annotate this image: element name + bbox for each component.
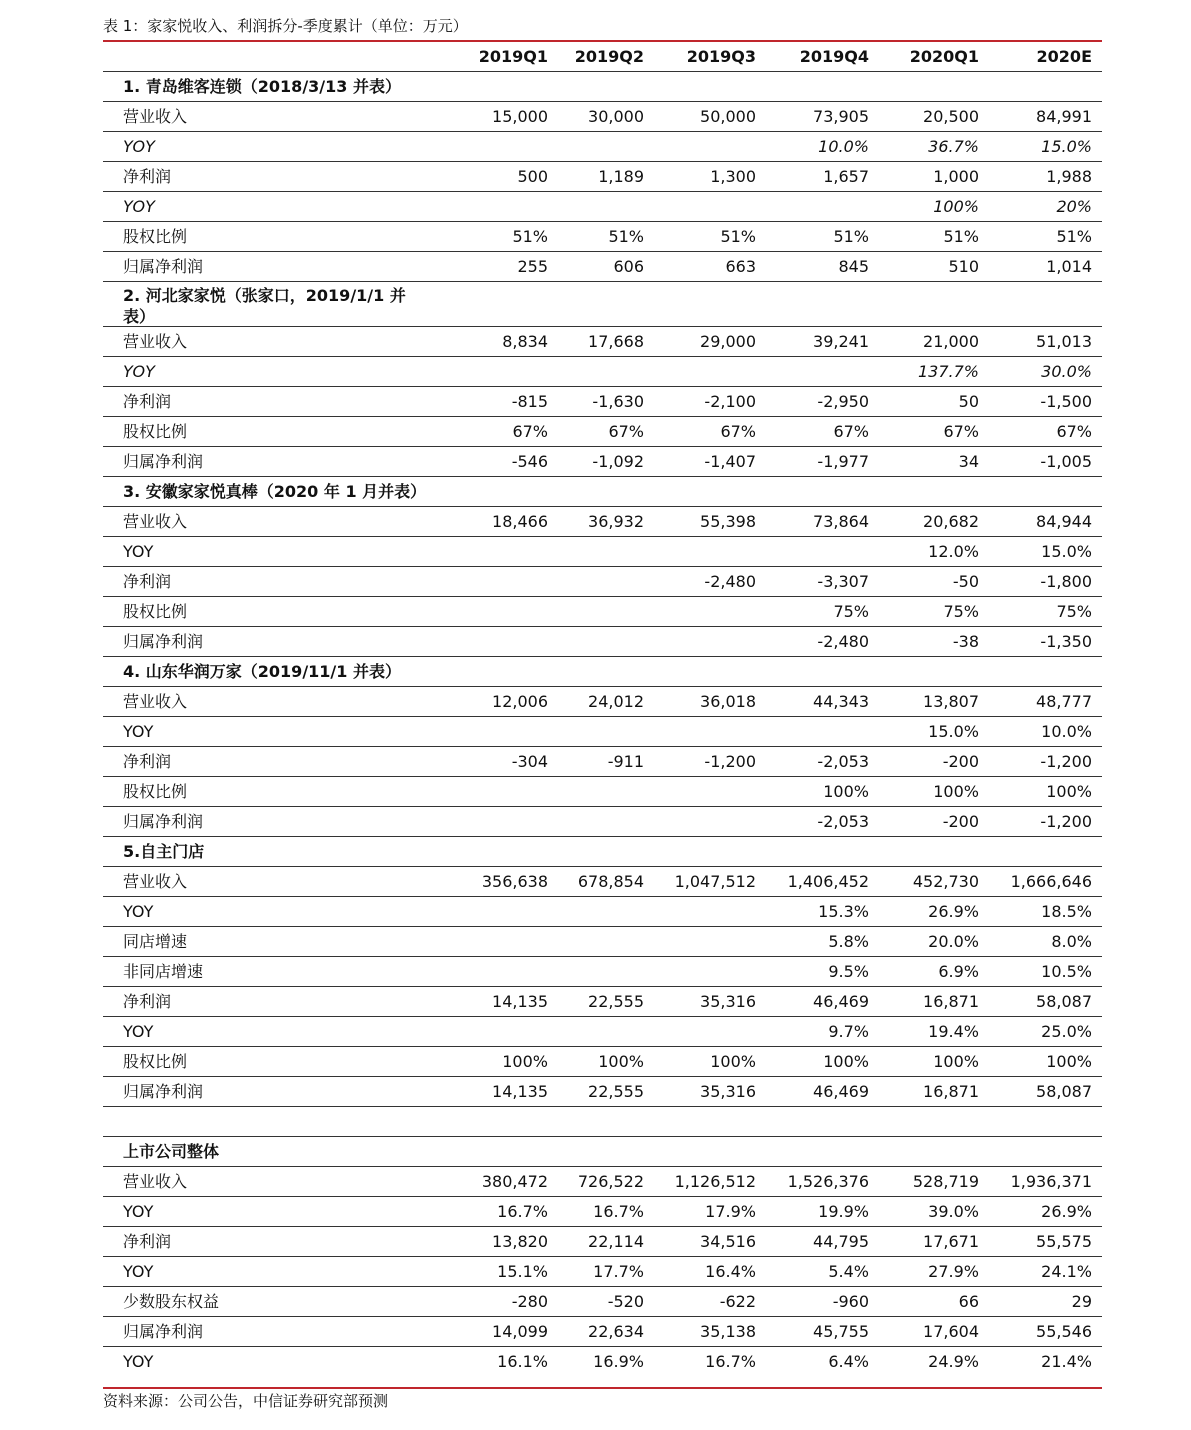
table-cell: 17.9% bbox=[705, 1202, 756, 1221]
table-cell: -280 bbox=[511, 1292, 548, 1311]
table-cell: 75% bbox=[833, 602, 869, 621]
table-cell: 67% bbox=[943, 422, 979, 441]
row-label: 上市公司整体 bbox=[123, 1142, 220, 1161]
table-cell: 39.0% bbox=[928, 1202, 979, 1221]
table-cell: 10.0% bbox=[1041, 722, 1092, 741]
table-cell: -2,480 bbox=[817, 632, 869, 651]
table-cell: 16.9% bbox=[593, 1352, 644, 1371]
table-cell: 22,555 bbox=[588, 1082, 644, 1101]
table-cell: -960 bbox=[832, 1292, 869, 1311]
table-row bbox=[103, 507, 1102, 537]
row-label: YOY bbox=[123, 1262, 154, 1281]
section-header-row bbox=[103, 657, 1102, 687]
table-row bbox=[103, 927, 1102, 957]
table-cell: 528,719 bbox=[912, 1172, 979, 1191]
table-cell: -2,053 bbox=[817, 752, 869, 771]
table-row bbox=[103, 357, 1102, 387]
table-cell: 84,991 bbox=[1036, 107, 1092, 126]
table-row bbox=[103, 1287, 1102, 1317]
table-row bbox=[103, 252, 1102, 282]
table-cell: 27.9% bbox=[928, 1262, 979, 1281]
table-cell: -50 bbox=[952, 572, 979, 591]
table-cell: 26.9% bbox=[928, 902, 979, 921]
table-cell: 16.7% bbox=[593, 1202, 644, 1221]
row-label: 净利润 bbox=[123, 752, 172, 771]
table-cell: 66 bbox=[958, 1292, 979, 1311]
row-label: 归属净利润 bbox=[123, 812, 204, 831]
table-cell: 100% bbox=[933, 782, 979, 801]
table-cell: 100% bbox=[933, 197, 979, 216]
table-cell: 24.1% bbox=[1041, 1262, 1092, 1281]
table-cell: 51% bbox=[512, 227, 548, 246]
table-cell: 55,398 bbox=[700, 512, 756, 531]
table-cell: 22,114 bbox=[588, 1232, 644, 1251]
table-cell: 9.7% bbox=[828, 1022, 869, 1041]
table-cell: 19.9% bbox=[818, 1202, 869, 1221]
table-cell: 18,466 bbox=[492, 512, 548, 531]
table-cell: 51% bbox=[833, 227, 869, 246]
table-row bbox=[103, 162, 1102, 192]
column-header: 2019Q1 bbox=[478, 47, 548, 66]
table-cell: 100% bbox=[1046, 1052, 1092, 1071]
table-cell: 36,018 bbox=[700, 692, 756, 711]
column-header: 2019Q4 bbox=[799, 47, 869, 66]
table-cell: 6.9% bbox=[938, 962, 979, 981]
table-cell: 46,469 bbox=[813, 992, 869, 1011]
column-header: 2019Q3 bbox=[686, 47, 756, 66]
table-row bbox=[103, 567, 1102, 597]
table-cell: 36.7% bbox=[928, 137, 979, 156]
section-header-row bbox=[103, 72, 1102, 102]
table-cell: 12,006 bbox=[492, 692, 548, 711]
table-cell: -1,092 bbox=[592, 452, 644, 471]
table-cell: 29 bbox=[1071, 1292, 1092, 1311]
table-row bbox=[103, 222, 1102, 252]
table-cell: 5.8% bbox=[828, 932, 869, 951]
table-cell: 500 bbox=[517, 167, 548, 186]
table-row bbox=[103, 102, 1102, 132]
table-cell: 255 bbox=[517, 257, 548, 276]
table-row bbox=[103, 1347, 1102, 1377]
table-cell: 100% bbox=[710, 1052, 756, 1071]
table-cell: -622 bbox=[719, 1292, 756, 1311]
column-header: 2020Q1 bbox=[909, 47, 979, 66]
table-cell: 67% bbox=[833, 422, 869, 441]
row-label: YOY bbox=[123, 137, 155, 156]
section-header-row bbox=[103, 282, 1102, 327]
table-row bbox=[103, 777, 1102, 807]
table-cell: 55,546 bbox=[1036, 1322, 1092, 1341]
table-cell: -2,100 bbox=[704, 392, 756, 411]
table-row bbox=[103, 1077, 1102, 1107]
table-row bbox=[103, 987, 1102, 1017]
table-cell: 24.9% bbox=[928, 1352, 979, 1371]
table-cell: 20.0% bbox=[928, 932, 979, 951]
row-label: 净利润 bbox=[123, 392, 172, 411]
table-cell: 51% bbox=[1056, 227, 1092, 246]
table-cell: 452,730 bbox=[912, 872, 979, 891]
table-cell: 1,000 bbox=[933, 167, 979, 186]
row-label: 股权比例 bbox=[123, 602, 188, 621]
row-label: 同店增速 bbox=[123, 932, 188, 951]
table-cell: 8.0% bbox=[1051, 932, 1092, 951]
table-cell: 678,854 bbox=[577, 872, 644, 891]
row-label: YOY bbox=[123, 197, 155, 216]
table-cell: 51,013 bbox=[1036, 332, 1092, 351]
table-cell: 29,000 bbox=[700, 332, 756, 351]
table-row bbox=[103, 687, 1102, 717]
table-cell: 1,014 bbox=[1046, 257, 1092, 276]
table-bottom-rule bbox=[103, 1387, 1102, 1389]
row-label: 净利润 bbox=[123, 572, 172, 591]
row-label: 非同店增速 bbox=[123, 962, 204, 981]
table-cell: 12.0% bbox=[928, 542, 979, 561]
column-header: 2019Q2 bbox=[574, 47, 644, 66]
source-note: 资料来源：公司公告，中信证券研究部预测 bbox=[103, 1392, 389, 1410]
row-label: 股权比例 bbox=[123, 782, 188, 801]
table-cell: 14,099 bbox=[492, 1322, 548, 1341]
table-cell: 67% bbox=[720, 422, 756, 441]
table-cell: 67% bbox=[1056, 422, 1092, 441]
row-label: 归属净利润 bbox=[123, 452, 204, 471]
row-label: YOY bbox=[123, 542, 154, 561]
row-label: YOY bbox=[123, 1202, 154, 1221]
table-cell: 22,555 bbox=[588, 992, 644, 1011]
table-cell: 19.4% bbox=[928, 1022, 979, 1041]
table-cell: -1,407 bbox=[704, 452, 756, 471]
table-cell: 15.0% bbox=[1041, 137, 1092, 156]
table-cell: 100% bbox=[823, 1052, 869, 1071]
table-cell: 21,000 bbox=[923, 332, 979, 351]
table-cell: -1,005 bbox=[1040, 452, 1092, 471]
table-cell: 58,087 bbox=[1036, 1082, 1092, 1101]
table-cell: 10.5% bbox=[1041, 962, 1092, 981]
row-label: 归属净利润 bbox=[123, 1082, 204, 1101]
table-cell: 9.5% bbox=[828, 962, 869, 981]
table-cell: 34,516 bbox=[700, 1232, 756, 1251]
table-row bbox=[103, 1047, 1102, 1077]
table-cell: 20,682 bbox=[923, 512, 979, 531]
table-cell: 39,241 bbox=[813, 332, 869, 351]
table-cell: 75% bbox=[1056, 602, 1092, 621]
table-cell: -38 bbox=[952, 632, 979, 651]
table-cell: -200 bbox=[942, 812, 979, 831]
table-cell: 8,834 bbox=[502, 332, 548, 351]
table-cell: 1,936,371 bbox=[1010, 1172, 1092, 1191]
table-cell: 20% bbox=[1056, 197, 1092, 216]
table-cell: 51% bbox=[720, 227, 756, 246]
table-row bbox=[103, 1017, 1102, 1047]
table-cell: -1,977 bbox=[817, 452, 869, 471]
table-cell: 44,343 bbox=[813, 692, 869, 711]
table-cell: 35,138 bbox=[700, 1322, 756, 1341]
table-cell: -546 bbox=[511, 452, 548, 471]
table-cell: 726,522 bbox=[577, 1172, 644, 1191]
table-cell: 30.0% bbox=[1041, 362, 1092, 381]
table-row bbox=[103, 867, 1102, 897]
table-cell: 17,671 bbox=[923, 1232, 979, 1251]
table-row bbox=[103, 132, 1102, 162]
row-label: YOY bbox=[123, 902, 154, 921]
table-cell: 5.4% bbox=[828, 1262, 869, 1281]
table-cell: 55,575 bbox=[1036, 1232, 1092, 1251]
table-cell: 50,000 bbox=[700, 107, 756, 126]
table-row bbox=[103, 537, 1102, 567]
table-cell: 35,316 bbox=[700, 992, 756, 1011]
table-cell: 51% bbox=[943, 227, 979, 246]
table-cell: -304 bbox=[511, 752, 548, 771]
table-cell: 46,469 bbox=[813, 1082, 869, 1101]
row-label: 5.自主门店 bbox=[123, 842, 205, 861]
table-row bbox=[103, 387, 1102, 417]
table-row bbox=[103, 897, 1102, 927]
row-label: 4. 山东华润万家（2019/11/1 并表） bbox=[123, 662, 401, 681]
table-cell: 606 bbox=[613, 257, 644, 276]
row-label: YOY bbox=[123, 1022, 154, 1041]
table-cell: 1,666,646 bbox=[1010, 872, 1092, 891]
table-cell: 663 bbox=[725, 257, 756, 276]
table-cell: 36,932 bbox=[588, 512, 644, 531]
table-cell: 15,000 bbox=[492, 107, 548, 126]
table-cell: 13,807 bbox=[923, 692, 979, 711]
table-cell: -911 bbox=[607, 752, 644, 771]
table-cell: 17,668 bbox=[588, 332, 644, 351]
row-label: 少数股东权益 bbox=[123, 1292, 220, 1311]
table-cell: 50 bbox=[958, 392, 979, 411]
table-row bbox=[103, 747, 1102, 777]
table-row bbox=[103, 1257, 1102, 1287]
table-cell: -1,500 bbox=[1040, 392, 1092, 411]
table-cell: 16,871 bbox=[923, 1082, 979, 1101]
row-label: 营业收入 bbox=[123, 107, 188, 126]
table-row bbox=[103, 957, 1102, 987]
table-cell: -520 bbox=[607, 1292, 644, 1311]
table-cell: 1,526,376 bbox=[787, 1172, 869, 1191]
table-cell: 25.0% bbox=[1041, 1022, 1092, 1041]
row-label: 股权比例 bbox=[123, 422, 188, 441]
table-cell: 35,316 bbox=[700, 1082, 756, 1101]
row-label: 营业收入 bbox=[123, 332, 188, 351]
row-label: 股权比例 bbox=[123, 1052, 188, 1071]
table-row bbox=[103, 1317, 1102, 1347]
section-header-row bbox=[103, 1137, 1102, 1167]
table-cell: 14,135 bbox=[492, 992, 548, 1011]
table-cell: 51% bbox=[608, 227, 644, 246]
table-cell: 20,500 bbox=[923, 107, 979, 126]
row-label: 净利润 bbox=[123, 1232, 172, 1251]
row-label: 营业收入 bbox=[123, 872, 188, 891]
table-cell: 16.4% bbox=[705, 1262, 756, 1281]
table-row bbox=[103, 1167, 1102, 1197]
table-cell: 356,638 bbox=[481, 872, 548, 891]
row-label: 归属净利润 bbox=[123, 1322, 204, 1341]
table-cell: 30,000 bbox=[588, 107, 644, 126]
table-cell: -1,200 bbox=[704, 752, 756, 771]
row-label: 净利润 bbox=[123, 992, 172, 1011]
table-row bbox=[103, 417, 1102, 447]
table-row bbox=[103, 807, 1102, 837]
table-cell: 100% bbox=[598, 1052, 644, 1071]
table-cell: 510 bbox=[948, 257, 979, 276]
row-label: 营业收入 bbox=[123, 692, 188, 711]
table-cell: -1,200 bbox=[1040, 812, 1092, 831]
column-header: 2020E bbox=[1036, 47, 1092, 66]
table-cell: 1,189 bbox=[598, 167, 644, 186]
row-label: 净利润 bbox=[123, 167, 172, 186]
table-cell: 45,755 bbox=[813, 1322, 869, 1341]
table-cell: 1,300 bbox=[710, 167, 756, 186]
table-cell: 15.3% bbox=[818, 902, 869, 921]
table-cell: 6.4% bbox=[828, 1352, 869, 1371]
section-header-row bbox=[103, 477, 1102, 507]
table-cell: 22,634 bbox=[588, 1322, 644, 1341]
table-cell: 15.0% bbox=[928, 722, 979, 741]
table-cell: -2,053 bbox=[817, 812, 869, 831]
table-cell: 58,087 bbox=[1036, 992, 1092, 1011]
row-label: 归属净利润 bbox=[123, 257, 204, 276]
table-cell: -2,950 bbox=[817, 392, 869, 411]
table-cell: -2,480 bbox=[704, 572, 756, 591]
table-cell: 15.1% bbox=[497, 1262, 548, 1281]
row-label: 2. 河北家家悦（张家口，2019/1/1 并表） bbox=[123, 286, 406, 326]
table-cell: 44,795 bbox=[813, 1232, 869, 1251]
table-row bbox=[103, 192, 1102, 222]
row-label: 3. 安徽家家悦真棒（2020 年 1 月并表） bbox=[123, 482, 427, 501]
table-cell: 1,406,452 bbox=[787, 872, 869, 891]
table-cell: 21.4% bbox=[1041, 1352, 1092, 1371]
table-cell: 10.0% bbox=[818, 137, 869, 156]
table-cell: 67% bbox=[608, 422, 644, 441]
table-cell: 100% bbox=[933, 1052, 979, 1071]
table-cell: 17,604 bbox=[923, 1322, 979, 1341]
table-cell: 84,944 bbox=[1036, 512, 1092, 531]
table-cell: 16.1% bbox=[497, 1352, 548, 1371]
table-header-row bbox=[103, 42, 1102, 72]
table-row bbox=[103, 627, 1102, 657]
row-label: YOY bbox=[123, 1352, 154, 1371]
table-cell: 34 bbox=[958, 452, 979, 471]
table-cell: 16.7% bbox=[705, 1352, 756, 1371]
row-label: YOY bbox=[123, 362, 155, 381]
row-label: 股权比例 bbox=[123, 227, 188, 246]
row-label: YOY bbox=[123, 722, 154, 741]
table-cell: 73,864 bbox=[813, 512, 869, 531]
spacer-row bbox=[103, 1107, 1102, 1137]
table-caption: 表 1：家家悦收入、利润拆分-季度累计（单位：万元） bbox=[103, 17, 468, 35]
table-cell: 100% bbox=[502, 1052, 548, 1071]
table-cell: 1,657 bbox=[823, 167, 869, 186]
table-row bbox=[103, 597, 1102, 627]
table-cell: 100% bbox=[1046, 782, 1092, 801]
table-cell: 100% bbox=[823, 782, 869, 801]
table-cell: 1,126,512 bbox=[674, 1172, 756, 1191]
financial-table bbox=[103, 42, 1102, 1377]
table-cell: 14,135 bbox=[492, 1082, 548, 1101]
table-cell: -1,200 bbox=[1040, 752, 1092, 771]
table-row bbox=[103, 1227, 1102, 1257]
table-cell: 75% bbox=[943, 602, 979, 621]
row-label: 营业收入 bbox=[123, 512, 188, 531]
table-cell: -200 bbox=[942, 752, 979, 771]
table-cell: -815 bbox=[511, 392, 548, 411]
row-label: 营业收入 bbox=[123, 1172, 188, 1191]
table-cell: 16,871 bbox=[923, 992, 979, 1011]
table-cell: 17.7% bbox=[593, 1262, 644, 1281]
table-cell: -1,800 bbox=[1040, 572, 1092, 591]
table-cell: -1,630 bbox=[592, 392, 644, 411]
row-label: 归属净利润 bbox=[123, 632, 204, 651]
table-cell: 15.0% bbox=[1041, 542, 1092, 561]
table-row bbox=[103, 447, 1102, 477]
table-cell: 24,012 bbox=[588, 692, 644, 711]
table-cell: 380,472 bbox=[481, 1172, 548, 1191]
table-row bbox=[103, 327, 1102, 357]
table-cell: -3,307 bbox=[817, 572, 869, 591]
table-cell: 13,820 bbox=[492, 1232, 548, 1251]
table-cell: 137.7% bbox=[917, 362, 979, 381]
table-cell: 73,905 bbox=[813, 107, 869, 126]
table-cell: 16.7% bbox=[497, 1202, 548, 1221]
table-cell: -1,350 bbox=[1040, 632, 1092, 651]
row-label: 1. 青岛维客连锁（2018/3/13 并表） bbox=[123, 77, 401, 96]
table-cell: 18.5% bbox=[1041, 902, 1092, 921]
table-cell: 67% bbox=[512, 422, 548, 441]
table-cell: 48,777 bbox=[1036, 692, 1092, 711]
section-header-row bbox=[103, 837, 1102, 867]
table-cell: 1,047,512 bbox=[674, 872, 756, 891]
table-cell: 26.9% bbox=[1041, 1202, 1092, 1221]
table-row bbox=[103, 1197, 1102, 1227]
table-cell: 845 bbox=[838, 257, 869, 276]
table-row bbox=[103, 717, 1102, 747]
table-cell: 1,988 bbox=[1046, 167, 1092, 186]
